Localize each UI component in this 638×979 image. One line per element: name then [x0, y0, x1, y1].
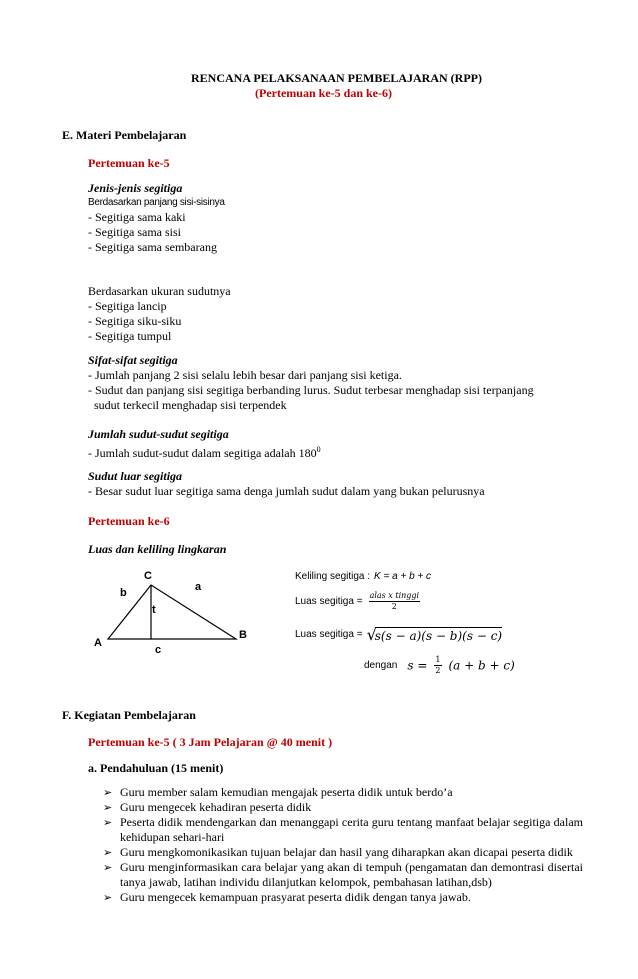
list-item: ➢ Guru menginformasikan cara belajar yang akan di tempuh (pengamatan dan demontrasi disertai tanya jawab, latihan individu dilanjutkan kelompok, pembahasan latihan,dsb) — [103, 860, 583, 889]
list-item: ➢ Guru mengecek kemampuan prasyarat peserta didik dengan tanya jawab. — [103, 890, 471, 904]
side-b-label: b — [120, 587, 127, 599]
ukuran-sudut-title: Berdasarkan ukuran sudutnya — [88, 284, 231, 298]
triangle-diagram — [88, 562, 268, 662]
arrow-bullet-icon: ➢ — [103, 801, 113, 814]
arrow-bullet-icon: ➢ — [103, 786, 113, 799]
section-e-heading: E. Materi Pembelajaran — [62, 128, 187, 142]
luas-keliling-title: Luas dan keliling lingkaran — [88, 542, 227, 556]
sudut-luar-text: - Besar sudut luar segitiga sama denga jumlah sudut dalam yang bukan pelurusnya — [88, 484, 485, 498]
meeting-5-schedule: Pertemuan ke-5 ( 3 Jam Pelajaran @ 40 menit ) — [88, 735, 333, 749]
arrow-bullet-icon: ➢ — [103, 816, 113, 829]
side-a-label: a — [195, 581, 202, 593]
height-t-label: t — [152, 604, 156, 616]
pendahuluan-list — [103, 785, 583, 905]
list-item: ➢ Guru mengkomonikasikan tujuan belajar dan hasil yang diharapkan akan dicapai peserta didik — [103, 845, 573, 859]
list-item: ➢ Guru member salam kemudian mengajak peserta didik untuk berdo’a — [103, 785, 453, 799]
section-f-heading: F. Kegiatan Pembelajaran — [62, 708, 196, 722]
sifat-line-1: - Jumlah panjang 2 sisi selalu lebih besar dari panjang sisi ketiga. — [88, 368, 402, 382]
list-item: - Segitiga siku-siku — [88, 314, 182, 328]
list-item: ➢ Guru mengecek kehadiran peserta didik — [103, 800, 312, 814]
luas-formula-2: Luas segitiga = √s(s − a)(s − b)(s − c) — [295, 625, 503, 644]
degree-superscript: 0 — [316, 445, 321, 454]
vertex-b-label: B — [239, 629, 247, 641]
list-item: - Segitiga sama sembarang — [88, 240, 217, 254]
luas-1-numerator: alas x tinggi — [369, 591, 420, 600]
arrow-bullet-icon: ➢ — [103, 891, 113, 904]
dengan-denominator: 2 — [435, 666, 441, 675]
jenis-segitiga-subtitle: Berdasarkan panjang sisi-sisinya — [88, 197, 225, 208]
page-title: RENCANA PELAKSANAAN PEMBELAJARAN (RPP) — [191, 71, 482, 85]
jenis-segitiga-title: Jenis-jenis segitiga — [88, 181, 183, 195]
jumlah-sudut-block — [88, 427, 321, 461]
jumlah-sudut-text: - Jumlah sudut-sudut dalam segitiga adalah $180^0$ — [88, 445, 321, 460]
list-item: - Segitiga tumpul — [88, 329, 172, 343]
side-c-label: c — [155, 644, 162, 656]
sifat-line-3: sudut terkecil menghadap sisi terpendek — [94, 398, 287, 412]
dengan-numerator: 1 — [435, 655, 441, 664]
sifat-segitiga-block — [88, 353, 534, 413]
luas-1-denominator: 2 — [391, 602, 397, 611]
sifat-line-2: - Sudut dan panjang sisi segitiga berbanding lurus. Sudut terbesar menghadap sisi terpanjang — [88, 383, 534, 397]
vertex-a-label: A — [94, 637, 102, 649]
sifat-segitiga-title: Sifat-sifat segitiga — [88, 353, 178, 367]
arrow-bullet-icon: ➢ — [103, 861, 113, 874]
luas-2-radicand: s(s − a)(s − b)(s − c) — [374, 628, 503, 643]
meeting-6-label: Pertemuan ke-6 — [88, 514, 170, 528]
vertex-c-label: C — [144, 570, 152, 582]
luas-formula-1: Luas segitiga = alas x tinggi 2 — [295, 591, 420, 611]
jumlah-sudut-title: Jumlah sudut-sudut segitiga — [88, 427, 229, 441]
dengan-formula: dengan s = $\frac{1}{2}$ (a + b + c) — [364, 655, 515, 675]
list-item: - Segitiga sama sisi — [88, 225, 181, 239]
meeting-5-label: Pertemuan ke-5 — [88, 156, 170, 170]
pendahuluan-heading: a. Pendahuluan (15 menit) — [88, 761, 224, 775]
list-item: ➢ Peserta didik mendengarkan dan menanggapi cerita guru tentang manfaat belajar segitiga dalam kehidupan sehari-hari — [103, 815, 583, 844]
jenis-segitiga-block — [88, 181, 225, 255]
list-item: - Segitiga lancip — [88, 299, 167, 313]
list-item: - Segitiga sama kaki — [88, 210, 186, 224]
page-subtitle: (Pertemuan ke-5 dan ke-6) — [255, 86, 392, 100]
square-root-icon: √ — [366, 625, 377, 644]
sudut-luar-block — [88, 469, 485, 499]
sudut-luar-title: Sudut luar segitiga — [88, 469, 183, 483]
arrow-bullet-icon: ➢ — [103, 846, 113, 859]
keliling-formula: Keliling segitiga : K = a + b + c — [295, 571, 432, 582]
ukuran-sudut-block — [88, 284, 231, 344]
